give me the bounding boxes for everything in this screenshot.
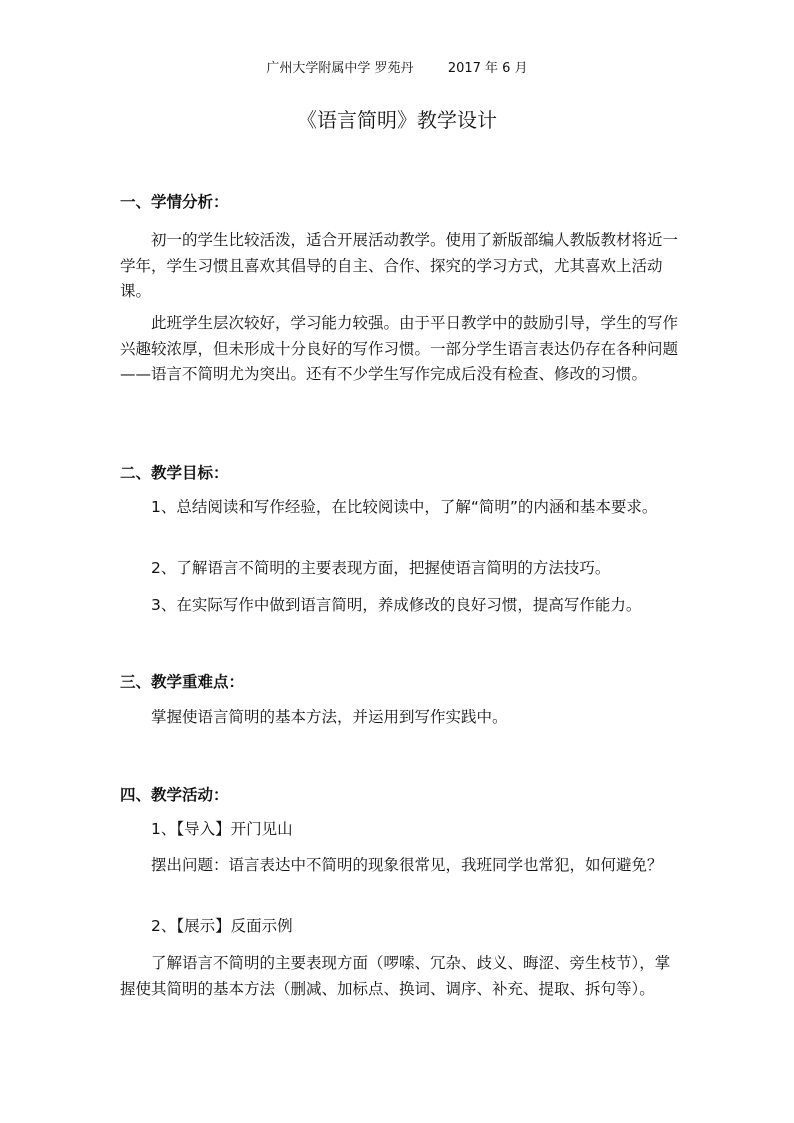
document-title: 《语言简明》教学设计 bbox=[297, 108, 497, 132]
paragraph-key-points: 掌握使语言简明的基本方法，并运用到写作实践中。 bbox=[151, 708, 508, 726]
activity-step-2-title: 2、【展示】反面示例 bbox=[151, 917, 293, 935]
header-school-author: 广州大学附属中学 罗苑丹 bbox=[266, 61, 414, 76]
activity-step-1-title: 1、【导入】开门见山 bbox=[151, 820, 293, 838]
page-header bbox=[0, 57, 794, 76]
paragraph-learner-analysis-1: 初一的学生比较活泼，适合开展活动教学。使用了新版部编人教版教材将近一学年，学生习惯且喜欢其倡导的自主、合作、探究的学习方式，尤其喜欢上活动课。 bbox=[120, 231, 679, 300]
section-heading-learner-analysis: 一、学情分析： bbox=[120, 193, 229, 211]
section-heading-activities: 四、教学活动： bbox=[120, 786, 229, 804]
activity-step-2-text: 了解语言不简明的主要表现方面（啰嗦、冗杂、歧义、晦涩、旁生枝节），掌握使其简明的基本方法（删减、加标点、换词、调序、补充、提取、拆句等）。 bbox=[120, 954, 671, 998]
section-heading-key-points: 三、教学重难点： bbox=[120, 673, 245, 691]
paragraph-learner-analysis-2: 此班学生层次较好，学习能力较强。由于平日教学中的鼓励引导，学生的写作兴趣较浓厚，但未形成十分良好的写作习惯。一部分学生语言表达仍存在各种问题——语言不简明尤为突出。还有不少学生写作完成后没有检查、修改的习惯。 bbox=[120, 314, 679, 383]
goal-item-2: 2、了解语言不简明的主要表现方面，把握使语言简明的方法技巧。 bbox=[151, 559, 611, 577]
section-heading-teaching-goals: 二、教学目标： bbox=[120, 464, 229, 482]
goal-item-3: 3、在实际写作中做到语言简明，养成修改的良好习惯，提高写作能力。 bbox=[151, 596, 642, 614]
header-date: 2017 年 6 月 bbox=[447, 61, 528, 76]
activity-step-1-text: 摆出问题：语言表达中不简明的现象很常见，我班同学也常犯，如何避免？ bbox=[151, 856, 663, 874]
goal-item-1: 1、总结阅读和写作经验，在比较阅读中，了解“简明”的内涵和基本要求。 bbox=[151, 498, 658, 516]
